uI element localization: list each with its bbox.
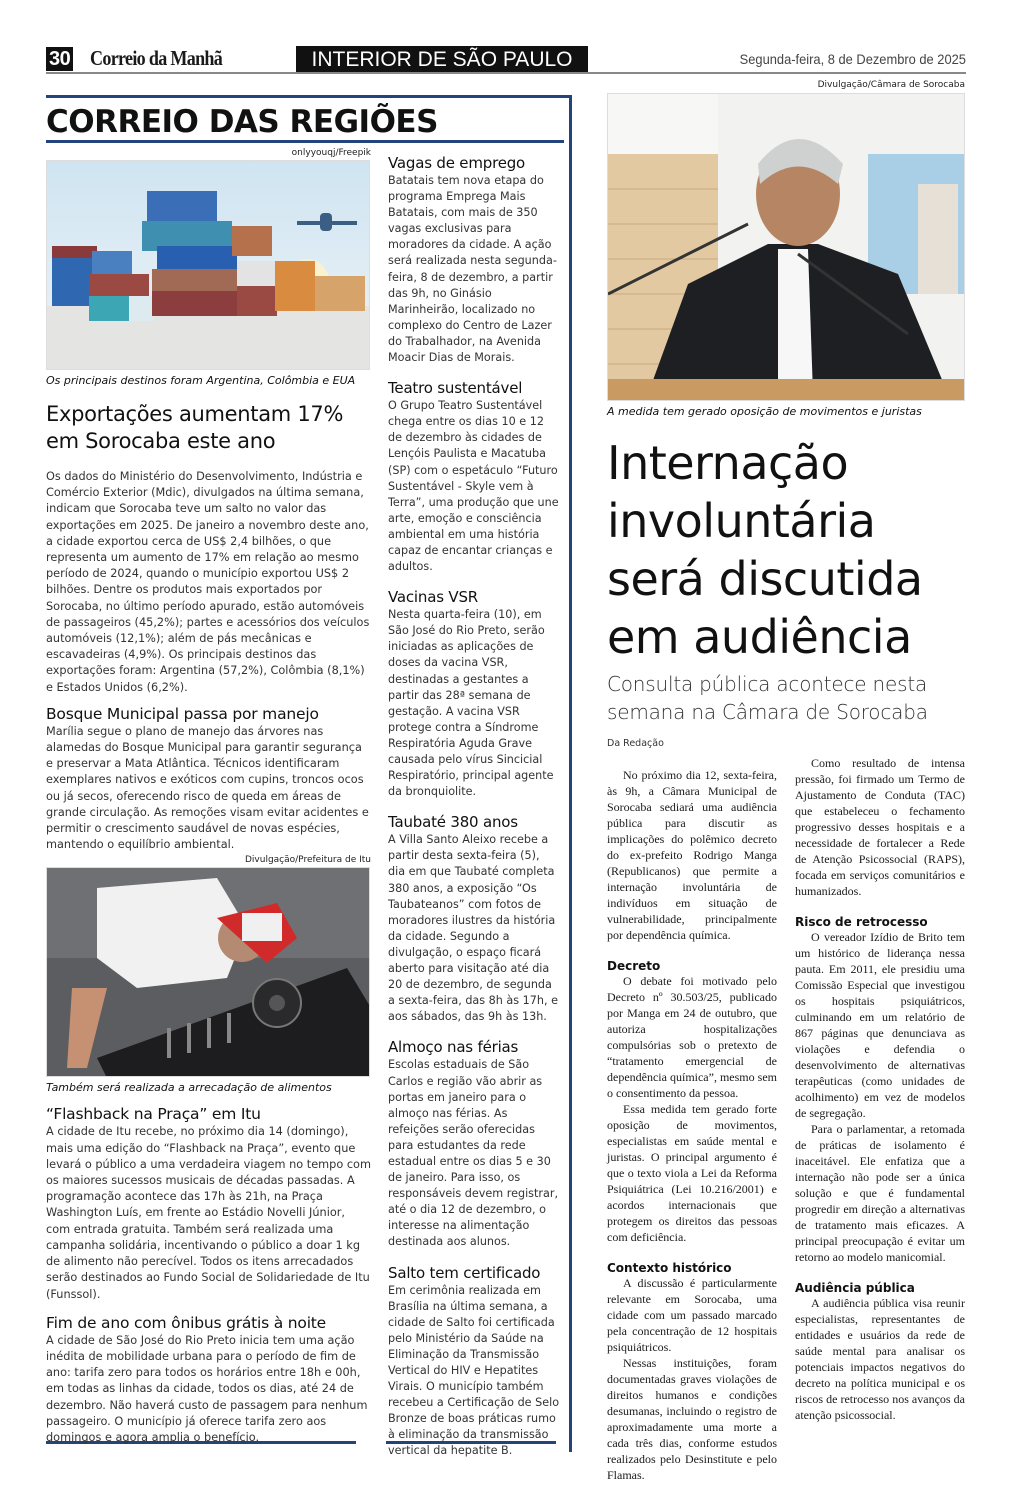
article-subhead: Audiência pública [795,1281,915,1295]
briefs-column [388,153,560,1460]
flashback-body: A cidade de Itu recebe, no próximo dia 14 (domingo), mais uma edição do “Flashback na Praça”, evento que levará o público a uma verdadeira viagem no tempo com os maiores sucessos musicais de décadas passadas. A programação acontece das 17h às 21h, na Praça Washington Luís, em frente ao Estádio Novelli Júnior, com entrada gratuita. Também será realizada uma campanha solidária, incentivando o público a doar 1 kg de alimento não perecível. Todos os itens arrecadados serão destinados ao Fundo Social de Solidariedade de Itu (Funssol). [46,1125,371,1301]
flashback-headline: “Flashback na Praça” em Itu [46,1105,261,1124]
brief-body: O Grupo Teatro Sustentável chega entre os dias 10 e 12 de dezembro às cidades de Lençóis Paulista e Macatuba (SP) com o espetáculo “Futuro Sustentável - Skyle vem à Terra”, uma produção que une arte, emoção e consciência ambiental em uma história capaz de encantar crianças e adultos. [388,399,559,574]
section-right-rule [569,95,572,1452]
brief-body: A Villa Santo Aleixo recebe a partir desta sexta-feira (5), dia em que Taubaté completa 380 anos, a exposição “Os Taubateanos” com fotos de moradores ilustres da história da cidade. Segundo a divulgação, o espaço ficará aberto para visitação até dia 20 de dezembro, de segunda a sexta-feira, das 8h às 17h, e aos sábados, das 9h às 13h. [388,833,558,1024]
dj-illustration [47,868,370,1077]
section-title-rule [46,140,564,143]
containers-illustration [47,161,370,370]
main-deck: Consulta pública acontece nesta semana na Câmara de Sorocaba [607,672,928,724]
section-top-rule [46,95,572,98]
export-body: Os dados do Ministério do Desenvolvimento, Indústria e Comércio Exterior (Mdic), divulgados na última semana, indicam que Sorocaba teve um salto no valor das exportações em 2025. De janeiro a novembro deste ano, a cidade exportou cerca de US$ 2,4 bilhões, o que representa um aumento de 17% em relação ao mesmo período de 2024, quando o município exportou US$ 2 bilhões. Dentre os produtos mais exportados por Sorocaba, no último período apurado, estão automóveis de passageiros (45,2%); partes e acessórios dos veículos automóveis (12,1%); além de pás mecânicas e escavadeiras (4,9%). Os principais destinos das exportações foram: Argentina (57,2%), Colômbia (8,1%) e Estados Unidos (6,2%). [46,470,370,694]
article-paragraph: Para o parlamentar, a retomada de práticas de isolamento é inaceitável. Ele enfatiza que a internação não pode ser a única solução e que é fundamental progredir em direção a alternativas de tratamento mais eficazes. A principal preocupação é evitar um retorno ao modelo manicomial. [795,1122,965,1264]
bosque-body: Marília segue o plano de manejo das árvores nas alamedas do Bosque Municipal para garantir segurança e preservar a Mata Atlântica. Técnicos identificaram exemplares nativos e exóticos com cupins, troncos ocos ou já secos, oferecendo risco de queda em áreas de grande circulação. As remoções visam evitar acidentes e permitir o crescimento saudável de novas espécies, mantendo o equilíbrio ambiental. [46,724,369,852]
speaker-at-podium-photo-icon [607,93,965,401]
article-paragraph: O vereador Izídio de Brito tem um histórico de liderança nessa pauta. Em 2011, ele presidiu uma Comissão Especial que investigou os hospitais psiquiátricos, culminando em um relatório de 867 páginas que denunciava as violações e defendia o desenvolvimento de alternativas terapêuticas (como unidades de acolhimento) em vez de modelos de segregação. [795,930,965,1120]
main-headline: Internação involuntária será discutida em audiência [607,436,923,664]
article-column-1 [607,755,777,1483]
article-subhead: Risco de retrocesso [795,915,928,929]
brief-headline: Salto tem certificado [388,1263,541,1282]
brief-headline: Teatro sustentável [388,379,523,398]
main-story [607,80,965,1483]
article-columns [607,755,965,1483]
bus-headline: Fim de ano com ônibus grátis à noite [46,1313,327,1332]
brief-headline: Taubaté 380 anos [388,813,518,832]
article-paragraph: No próximo dia 12, sexta-feira, às 9h, a Câmara Municipal de Sorocaba sediará uma audiência pública para discutir as implicações do polêmico decreto do ex-prefeito Rodrigo Manga (Republicanos) que permite a internação involuntária de indivíduos em situação de vulnerabilidade, principalmente por dependência química. [607,768,777,942]
photo-caption: Também será realizada a arrecadação de alimentos [46,1081,332,1095]
left-column [46,145,371,1446]
dj-mixer-photo-icon [46,867,370,1077]
brief-headline: Vagas de emprego [388,154,526,172]
speaker-illustration [608,94,965,401]
bus-body: A cidade de São José do Rio Preto inicia tem uma ação inédita de mobilidade urbana para o período de fim de ano: tarifa zero para todos os horários entre 18h e 00h, em todas as linhas da cidade, todos os dias, até 24 de dezembro. Não haverá custo de passagem para nenhum passageiro. O município já oferece tarifa zero aos domingos e agora amplia o benefício. [46,1333,368,1444]
newspaper-logo: Correio da Manhã [90,46,223,70]
brief-body: Escolas estaduais de São Carlos e região vão abrir as portas em janeiro para o almoço nas férias. As refeições serão oferecidas para estudantes da rede estadual entre os dias 5 e 30 de janeiro. Para isso, os responsáveis devem registrar, até o dia 12 de dezembro, o interesse na alimentação destinada aos alunos. [388,1058,558,1249]
photo-caption: A medida tem gerado oposição de movimentos e juristas [607,405,922,418]
article-paragraph: O debate foi motivado pelo Decreto nº 30.503/25, publicado por Manga em 24 de outubro, que autoriza hospitalizações compulsórias sob o pretexto de “tratamento emergencial de dependência química”, mesmo sem o consentimento da pessoa. [607,974,777,1100]
article-paragraph: Como resultado de intensa pressão, foi firmado um Termo de Ajustamento de Conduta (TAC) que estabeleceu o fechamento progressivo desses hospitais e a necessidade de fortalecer a Rede de Atenção Psicossocial (RAPS), focada em serviços comunitários e humanizados. [795,756,965,898]
brief-headline: Vacinas VSR [388,588,478,607]
section-tag: INTERIOR DE SÃO PAULO [296,46,588,72]
photo-credit: Divulgação/Prefeitura de Itu [244,855,371,866]
article-paragraph: Essa medida tem gerado forte oposição de movimentos, especialistas em saúde mental e juristas. O principal argumento é que o texto viola a Lei da Reforma Psiquiátrica (Lei 10.216/2001) e acordos internacionais que protegem os direitos das pessoas com deficiência. [607,1102,777,1244]
article-subhead: Contexto histórico [607,1261,732,1275]
photo-credit: onlyyouqj/Freepik [291,148,371,158]
regions-section [46,95,572,1458]
photo-credit: Divulgação/Câmara de Sorocaba [817,80,965,90]
article-paragraph: A audiência pública visa reunir especialistas, representantes de entidades e usuários da rede de saúde mental para analisar os potenciais impactos negativos do decreto na política municipal e os riscos de retrocesso nos avanços da atenção psicossocial. [795,1296,965,1422]
brief-body: Em cerimônia realizada em Brasília na última semana, a cidade de Salto foi certificada pelo Ministério da Saúde na Eliminação da Transmissão Vertical do HIV e Hepatites Virais. O município também recebeu a Certificação de Selo Bronze de boas práticas rumo à eliminação da transmissão vertical da hepatite B. [388,1283,560,1458]
shipping-containers-photo-icon [46,160,370,370]
bosque-headline: Bosque Municipal passa por manejo [46,704,319,723]
section-title: CORREIO DAS REGIÕES [46,104,438,140]
page-number: 30 [46,47,73,71]
brief-body: Nesta quarta-feira (10), em São José do Rio Preto, serão iniciadas as aplicações de doses da vacina VSR, destinadas a gestantes a partir das 28ª semana de gestação. A vacina VSR protege contra a Síndrome Respiratória Aguda Grave causada pelo vírus Sincicial Respiratório, principal agente da bronquiolite. [388,608,554,799]
brief-headline: Almoço nas férias [388,1038,519,1057]
article-subhead: Decreto [607,959,661,973]
export-headline: Exportações aumentam 17% em Sorocaba este ano [46,402,344,453]
article-column-2 [795,755,965,1483]
byline: Da Redação [607,738,664,749]
masthead [46,44,966,74]
brief-body: Batatais tem nova etapa do programa Emprega Mais Batatais, com mais de 350 vagas exclusivas para moradores da cidade. A ação será realizada nesta segunda-feira, 8 de dezembro, a partir das 9h, no Ginásio Marinheirão, localizado no complexo do Centro de Lazer do Trabalhador, na Avenida Moacir Dias de Morais. [388,174,557,365]
issue-date: Segunda-feira, 8 de Dezembro de 2025 [739,51,966,67]
article-paragraph: Nessas instituições, foram documentadas graves violações de direitos humanos e condições desumanas, incluindo o registro de aproximadamente uma morte a cada três dias, conforme estudos realizados pelo Desinstitute e pelo Flamas. [607,1356,777,1482]
article-paragraph: A discussão é particularmente relevante em Sorocaba, uma cidade com um passado marcado pela concentração de 12 hospitais psiquiátricos. [607,1276,777,1354]
photo-caption: Os principais destinos foram Argentina, Colômbia e EUA [46,374,356,387]
